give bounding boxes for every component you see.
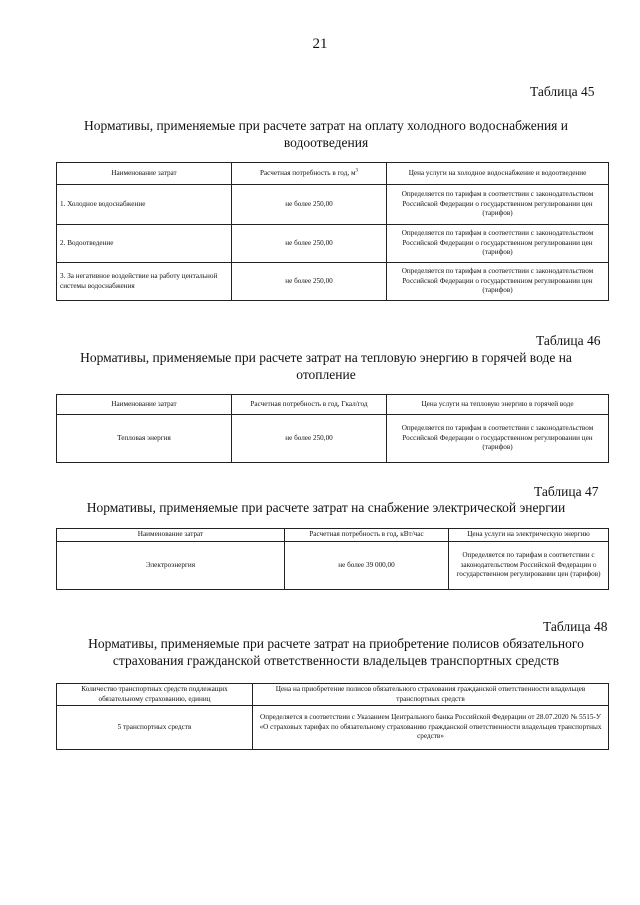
table-45-label: Таблица 45	[530, 84, 595, 99]
table-row	[57, 185, 609, 225]
table-46-header-name: Наименование затрат	[57, 395, 232, 415]
table-48-header-count: Количество транспортных средств подлежащих обязательному страхованию, единиц	[57, 684, 253, 706]
cell-count: 5 транспортных средств	[57, 706, 253, 750]
table-45-header-name: Наименование затрат	[57, 163, 232, 185]
table-47	[56, 528, 609, 590]
cell-price: Определяется по тарифам в соответствии с законодательством Российской Федерации о государственном регулировании цен (тарифов)	[449, 542, 609, 590]
table-48-header-price: Цена на приобретение полисов обязательного страхования гражданской ответственности владельцев транспортных средств	[253, 684, 609, 706]
table-47-title: Нормативы, применяемые при расчете затрат на снабжение электрической энергии	[86, 500, 566, 515]
cell-name: 3. За негативное воздействие на работу центальной системы водоснабжения	[57, 263, 232, 301]
cell-price: Определяется по тарифам в соответствии с законодательством Российской Федерации о государственном регулировании цен (тарифов)	[387, 263, 609, 301]
table-46	[56, 394, 609, 463]
cell-need: не более 250,00	[232, 225, 387, 263]
cell-name: Электроэнергия	[57, 542, 285, 590]
table-47-header-price: Цена услуги на электрическую энергию	[449, 529, 609, 542]
page-number: 21	[312, 36, 328, 52]
table-45-header-price: Цена услуги на холодное водоснабжение и водоотведение	[387, 163, 609, 185]
cell-name: 1. Холодное водоснабжение	[57, 185, 232, 225]
table-47-label: Таблица 47	[534, 484, 599, 499]
table-45-header-need: Расчетная потребность в год, $м^3$	[232, 163, 387, 185]
table-46-label: Таблица 46	[536, 333, 601, 348]
cell-price: Определяется по тарифам в соответствии с законодательством Российской Федерации о государственном регулировании цен (тарифов)	[387, 415, 609, 463]
table-46-header-need: Расчетная потребность в год, Гкал/год	[232, 395, 387, 415]
cell-price: Определяется в соответствии с Указанием Центрального банка Российской Федерации от 28.07.2020 № 5515-У «О страховых тарифах по обязательному страхованию гражданской ответственности владельцев транспортных средств»	[253, 706, 609, 750]
table-47-header-name: Наименование затрат	[57, 529, 285, 542]
cell-need: не более 250,00	[232, 263, 387, 301]
cell-price: Определяется по тарифам в соответствии с законодательством Российской Федерации о государственном регулировании цен (тарифов)	[387, 185, 609, 225]
table-row	[57, 225, 609, 263]
cell-name: 2. Водоотведение	[57, 225, 232, 263]
table-row	[57, 706, 609, 750]
cell-need: не более 250,00	[232, 415, 387, 463]
table-row	[57, 263, 609, 301]
table-45-title: Нормативы, применяемые при расчете затрат на оплату холодного водоснабжения и водоотведения	[84, 118, 568, 150]
cell-name: Тепловая энергия	[57, 415, 232, 463]
table-48-title: Нормативы, применяемые при расчете затрат на приобретение полисов обязательного страхования гражданской ответственности владельцев транспортных средств	[88, 636, 584, 668]
cell-need: не более 39 000,00	[285, 542, 449, 590]
table-45	[56, 162, 609, 301]
table-46-header-price: Цена услуги на тепловую энергию в горячей воде	[387, 395, 609, 415]
table-47-header-need: Расчетная потребность в год, кВт/час	[285, 529, 449, 542]
table-row	[57, 542, 609, 590]
table-48-label: Таблица 48	[543, 619, 608, 634]
table-48	[56, 683, 609, 750]
cell-need: не более 250,00	[232, 185, 387, 225]
cell-price: Определяется по тарифам в соответствии с законодательством Российской Федерации о государственном регулировании цен (тарифов)	[387, 225, 609, 263]
table-46-title: Нормативы, применяемые при расчете затрат на тепловую энергию в горячей воде на отопление	[80, 350, 572, 382]
superscript-3: 3	[355, 168, 358, 174]
table-row	[57, 415, 609, 463]
